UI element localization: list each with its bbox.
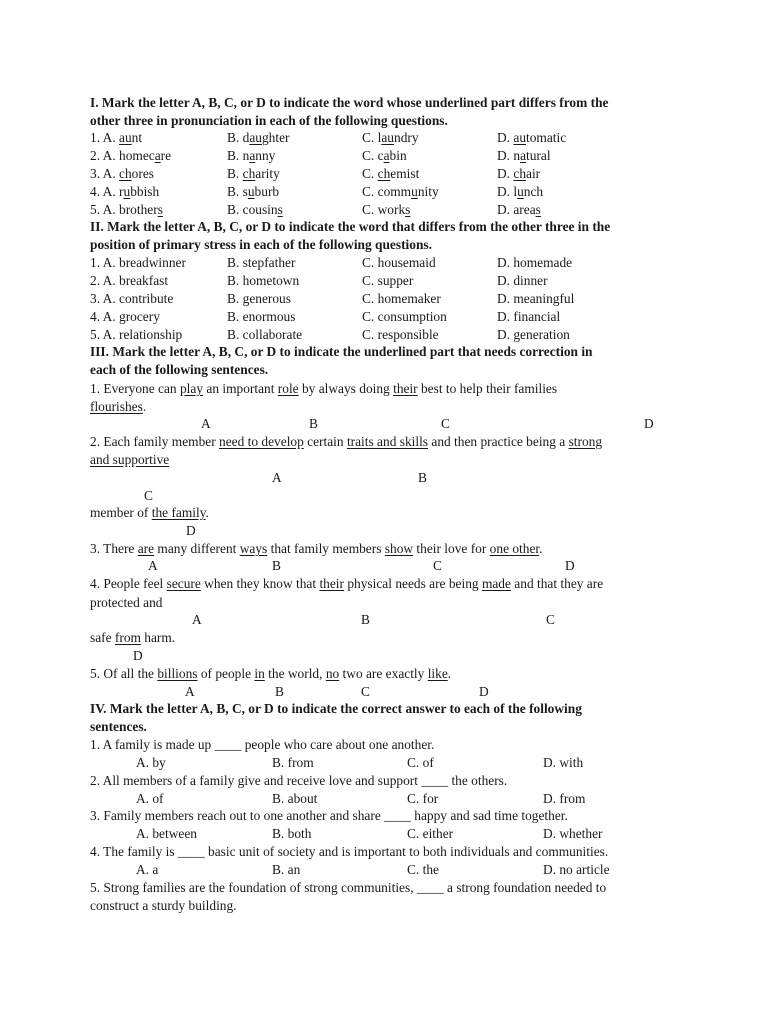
s2-q2-option-a: 2. A. breakfast (90, 273, 169, 288)
option-letter-c: C (441, 416, 450, 431)
s3-question-5: 5. Of all the billions of people in the world, no two are exactly like. (90, 666, 452, 681)
s1-q4-option-d: D. lunch (497, 184, 544, 199)
s1-q2-option-a: 2. A. homecare (90, 148, 172, 163)
option-letter-d: D (186, 523, 196, 538)
option-letter-a: A (185, 684, 195, 699)
s4-q3-option-c: C. either (407, 826, 454, 841)
s1-q5-option-a: 5. A. brothers (90, 202, 163, 217)
s2-q3-option-d: D. meaningful (497, 291, 575, 306)
s1-q1-option-b: B. daughter (227, 130, 290, 145)
s2-q3-option-b: B. generous (227, 291, 291, 306)
s1-q2-option-d: D. natural (497, 148, 551, 163)
section-2-heading: II. Mark the letter A, B, C, or D to indicate the word that differs from the other three in the (90, 219, 611, 234)
option-letter-b: B (272, 558, 281, 573)
option-letter-d: D (479, 684, 489, 699)
s4-question-1: 1. A family is made up ____ people who care about one another. (90, 737, 435, 752)
option-letter-c: C (433, 558, 442, 573)
s1-q5-option-b: B. cousins (227, 202, 283, 217)
s4-question-3: 3. Family members reach out to one another and share ____ happy and sad time together. (90, 808, 568, 823)
option-letter-a: A (272, 470, 282, 485)
s2-q1-option-a: 1. A. breadwinner (90, 255, 186, 270)
s4-question-4: 4. The family is ____ basic unit of society and is important to both individuals and communities. (90, 843, 609, 859)
option-letter-a: A (201, 416, 211, 431)
s3-question-1-cont: flourishes. (90, 399, 147, 414)
section-1-heading: I. Mark the letter A, B, C, or D to indicate the word whose underlined part differs from the (90, 95, 609, 110)
section-3-heading-cont: each of the following sentences. (90, 362, 269, 377)
s1-q5-option-c: C. works (362, 202, 411, 217)
s1-q4-option-b: B. suburb (227, 184, 280, 199)
s3-question-2-cont2: member of the family. (90, 505, 209, 520)
s4-q1-option-d: D. with (543, 755, 584, 770)
option-letter-b: B (418, 470, 427, 485)
s4-q4-option-d: D. no article (543, 861, 610, 877)
s4-q1-option-b: B. from (272, 755, 314, 770)
s1-q3-option-d: D. chair (497, 166, 541, 181)
s2-q1-option-c: C. housemaid (362, 255, 436, 270)
s2-q2-option-d: D. dinner (497, 273, 548, 288)
s4-question-5: 5. Strong families are the foundation of strong communities, ____ a strong foundation needed to (90, 880, 607, 895)
s4-q1-option-c: C. of (407, 755, 434, 770)
s1-q2-option-c: C. cabin (362, 148, 407, 163)
option-letter-a: A (192, 612, 202, 627)
section-4-heading-cont: sentences. (90, 719, 147, 734)
option-letter-a: A (148, 558, 158, 573)
s3-question-4: 4. People feel secure when they know that their physical needs are being made and that they are (90, 576, 604, 591)
s4-q2-option-d: D. from (543, 790, 586, 806)
s4-q2-option-c: C. for (407, 790, 439, 806)
s2-q4-option-a: 4. A. grocery (90, 309, 160, 324)
s1-q1-option-d: D. automatic (497, 130, 567, 145)
s2-q4-option-c: C. consumption (362, 309, 447, 324)
s4-q4-option-b: B. an (272, 861, 301, 877)
option-letter-c: C (361, 684, 370, 699)
option-letter-d: D (133, 648, 143, 663)
option-letter-c: C (144, 488, 153, 503)
s2-q3-option-c: C. homemaker (362, 291, 441, 306)
s3-question-4-cont2: safe from harm. (90, 630, 176, 645)
s4-q3-option-b: B. both (272, 826, 312, 841)
option-letter-b: B (361, 612, 370, 627)
s3-question-1: 1. Everyone can play an important role by always doing their best to help their families (90, 381, 558, 396)
option-letter-b: B (275, 684, 284, 699)
section-4-heading: IV. Mark the letter A, B, C, or D to indicate the correct answer to each of the following (90, 701, 582, 716)
s1-q2-option-b: B. nanny (227, 148, 276, 163)
s1-q4-option-c: C. community (362, 184, 439, 199)
s2-q5-option-d: D. generation (497, 327, 570, 342)
section-3-heading: III. Mark the letter A, B, C, or D to indicate the underlined part that needs correction in (90, 344, 593, 359)
option-letter-b: B (309, 416, 318, 431)
s3-question-3: 3. There are many different ways that family members show their love for one other. (90, 541, 543, 556)
s1-q1-option-a: 1. A. aunt (90, 130, 143, 145)
s2-q4-option-d: D. financial (497, 309, 561, 324)
s2-q1-option-d: D. homemade (497, 255, 573, 270)
s4-q4-option-a: A. a (136, 861, 159, 877)
s4-q2-option-a: A. of (136, 790, 164, 806)
s2-q1-option-b: B. stepfather (227, 255, 296, 270)
s2-q5-option-c: C. responsible (362, 327, 439, 342)
s1-q4-option-a: 4. A. rubbish (90, 184, 160, 199)
s3-question-2-cont: and supportive (90, 452, 170, 467)
s2-q3-option-a: 3. A. contribute (90, 291, 174, 306)
s2-q5-option-b: B. collaborate (227, 327, 303, 342)
section-1-heading-cont: other three in pronunciation in each of the following questions. (90, 113, 448, 128)
option-letter-d: D (644, 416, 654, 431)
s2-q2-option-b: B. hometown (227, 273, 300, 288)
s4-q2-option-b: B. about (272, 790, 318, 806)
s2-q2-option-c: C. supper (362, 273, 414, 288)
s2-q4-option-b: B. enormous (227, 309, 296, 324)
s4-q3-option-a: A. between (136, 826, 197, 841)
s3-question-4-cont: protected and (90, 595, 163, 610)
s1-q3-option-a: 3. A. chores (90, 166, 154, 181)
s4-q3-option-d: D. whether (543, 826, 603, 841)
s4-q1-option-a: A. by (136, 755, 166, 770)
s2-q5-option-a: 5. A. relationship (90, 327, 183, 342)
s1-q1-option-c: C. laundry (362, 130, 419, 145)
s1-q3-option-b: B. charity (227, 166, 280, 181)
s1-q5-option-d: D. areas (497, 202, 541, 217)
s4-question-2: 2. All members of a family give and receive love and support ____ the others. (90, 772, 508, 788)
s1-q3-option-c: C. chemist (362, 166, 420, 181)
s4-q4-option-c: C. the (407, 861, 439, 877)
s3-question-2: 2. Each family member need to develop certain traits and skills and then practice being a strong (90, 434, 603, 449)
section-2-heading-cont: position of primary stress in each of the following questions. (90, 237, 432, 252)
option-letter-c: C (546, 612, 555, 627)
s4-question-5-cont: construct a sturdy building. (90, 898, 237, 913)
option-letter-d: D (565, 558, 575, 573)
